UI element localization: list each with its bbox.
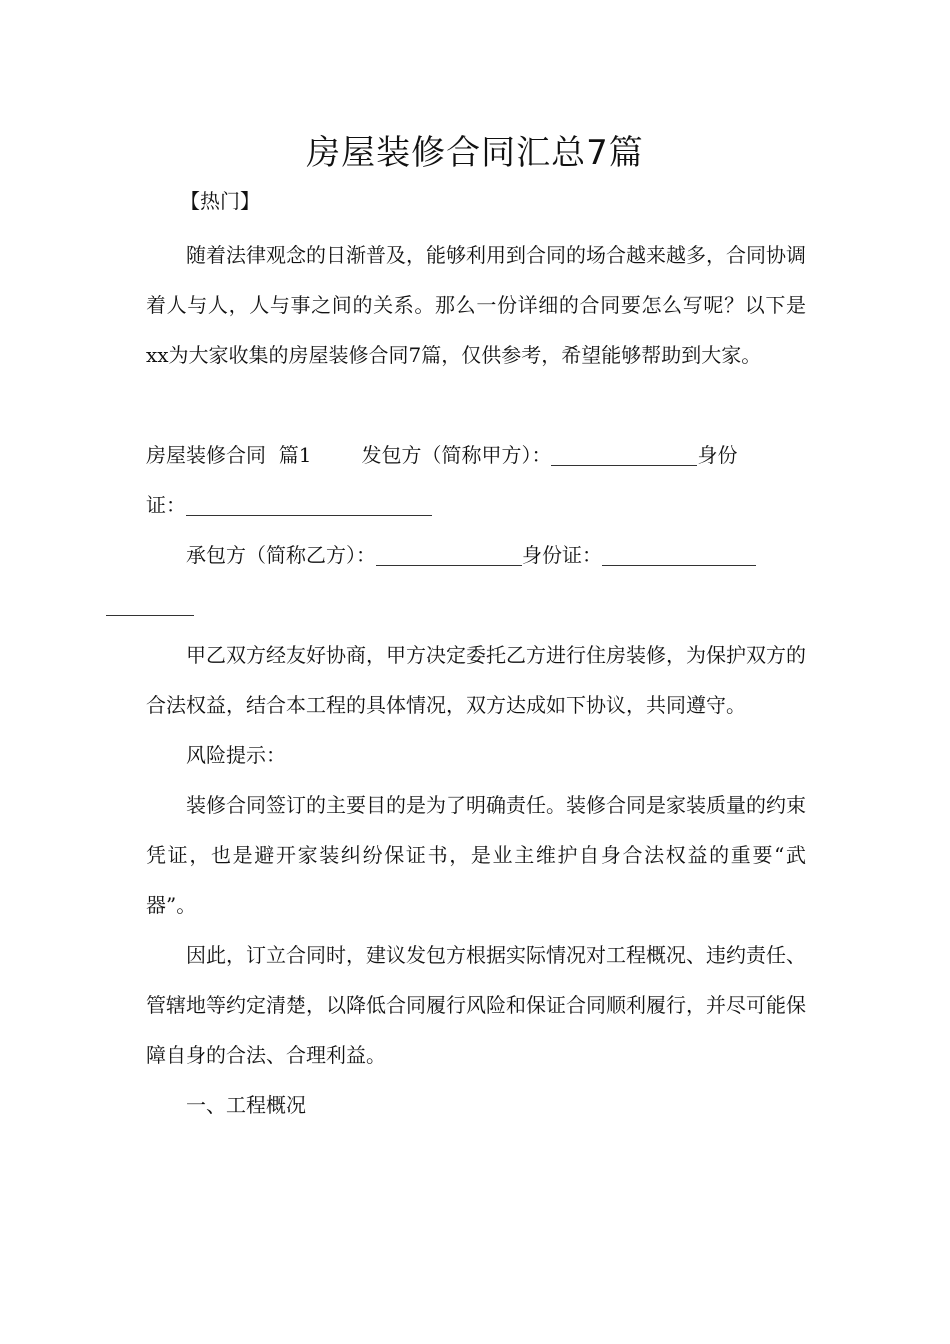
party-b-id-blank-cont bbox=[106, 591, 194, 616]
id-label-1b: 证： bbox=[146, 493, 186, 517]
risk-heading: 风险提示： bbox=[186, 743, 286, 767]
risk-paragraph-2: 因此，订立合同时，建议发包方根据实际情况对工程概况、违约责任、管辖地等约定清楚，以降低合同履行风险和保证合同顺利履行，并尽可能保障自身的合法、合理利益。 bbox=[146, 943, 806, 1067]
spacer bbox=[146, 380, 806, 430]
intro-paragraph: 随着法律观念的日渐普及，能够利用到合同的场合越来越多，合同协调着人与人，人与事之间的关系。那么一份详细的合同要怎么写呢？以下是xx为大家收集的房屋装修合同7篇，仅供参考，希望能够帮助到大家。 bbox=[146, 243, 806, 367]
risk-paragraph-1: 装修合同签订的主要目的是为了明确责任。装修合同是家装质量的约束凭证，也是避开家装纠纷保证书，是业主维护自身合法权益的重要“武器”。 bbox=[146, 793, 806, 917]
section1-heading: 房屋装修合同 篇1 bbox=[146, 443, 312, 467]
party-b-id-blank bbox=[602, 541, 756, 566]
section-one-heading: 一、工程概况 bbox=[186, 1093, 306, 1117]
party-a-id-blank bbox=[186, 491, 432, 516]
party-b-label: 承包方（简称乙方）： bbox=[186, 543, 376, 567]
hot-tag: 【热门】 bbox=[180, 189, 260, 213]
document-title: 房屋装修合同汇总7篇 bbox=[306, 133, 644, 173]
agreement-paragraph: 甲乙双方经友好协商，甲方决定委托乙方进行住房装修，为保护双方的合法权益，结合本工程的具体情况，双方达成如下协议，共同遵守。 bbox=[146, 643, 806, 717]
id-label-1: 身份 bbox=[697, 443, 738, 467]
party-a-blank bbox=[551, 441, 697, 466]
party-a-line bbox=[146, 430, 806, 530]
party-b-line bbox=[146, 530, 806, 630]
party-a-label: 发包方（简称甲方）： bbox=[361, 443, 552, 467]
id-label-2: 身份证： bbox=[522, 543, 602, 567]
party-b-blank bbox=[376, 541, 522, 566]
document-body bbox=[146, 230, 806, 1130]
